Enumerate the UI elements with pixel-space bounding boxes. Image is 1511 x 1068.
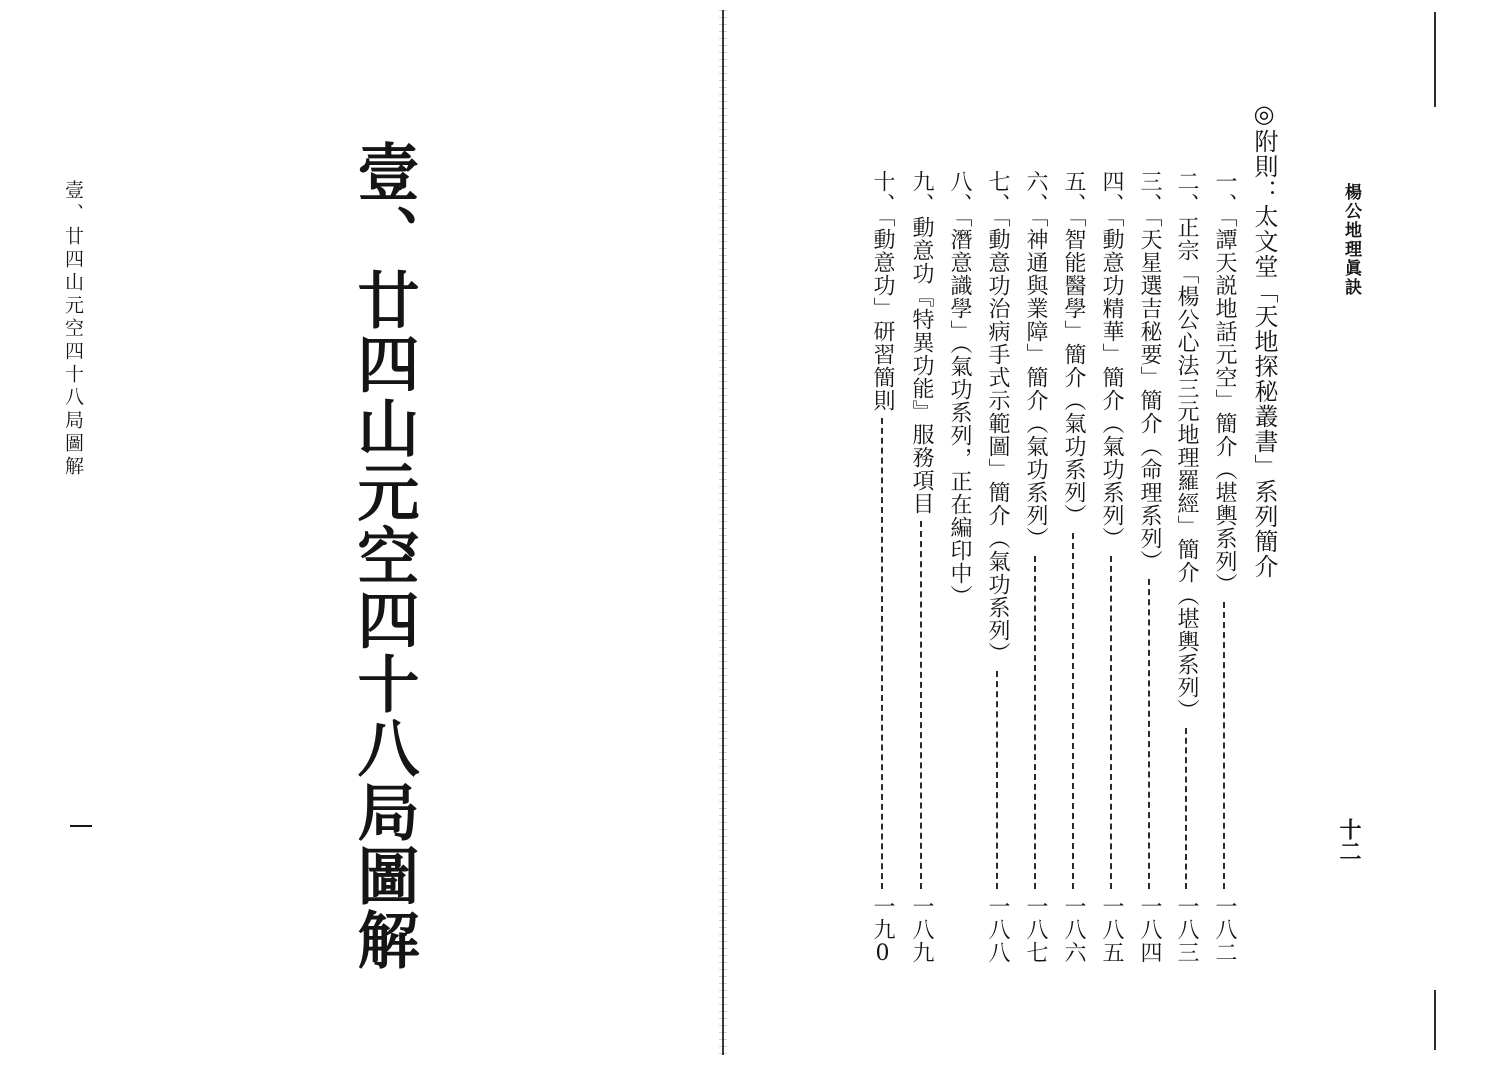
- toc-entry: [1170, 170, 1202, 1050]
- toc-entry-title: 五、「智能醫學」簡介（氣功系列）: [1061, 170, 1086, 527]
- toc-dot-leader: [996, 671, 998, 889]
- toc-entry-title: 六、「神通與業障」簡介（氣功系列）: [1023, 170, 1048, 550]
- toc-dot-leader: [1223, 602, 1225, 889]
- toc-dot-leader: [881, 418, 883, 889]
- page-edge-right-top: [1434, 12, 1436, 107]
- toc-entry-title: 四、「動意功精華」簡介（氣功系列）: [1099, 170, 1124, 550]
- toc-dot-leader: [1034, 556, 1036, 889]
- appendix-heading: ◎附則：太文堂「天地探秘叢書」系列簡介: [1250, 100, 1278, 579]
- chapter-title: 壹、廿四山元空四十八局圖解: [347, 140, 420, 972]
- toc-entry-title: 九、動意功『特異功能』服務項目: [909, 170, 934, 515]
- toc-entry-title: 八、「潛意識學」（氣功系列，正在編印中）: [947, 170, 972, 608]
- toc-entry: [943, 170, 975, 1050]
- page-gutter: [717, 10, 729, 1055]
- toc-entry: [1095, 170, 1127, 1050]
- running-book-title: 楊公地理眞訣: [1341, 183, 1361, 297]
- toc-page-number: 一八四: [1137, 895, 1162, 964]
- toc-dot-leader: [920, 521, 922, 889]
- toc-entry: [866, 170, 898, 1050]
- toc-dot-leader: [1185, 728, 1187, 889]
- toc-page-number: 一八二: [1212, 895, 1237, 964]
- toc-dot-leader: [1072, 533, 1074, 889]
- toc-entry-title: 三、「天星選吉秘要」簡介（命理系列）: [1137, 170, 1162, 573]
- toc-dot-leader: [1148, 579, 1150, 889]
- toc-entry: [1208, 170, 1240, 1050]
- toc-entry: [981, 170, 1013, 1050]
- toc-page-number: 一八九: [909, 895, 934, 964]
- left-running-title: 壹、廿四山元空四十八局圖解: [62, 180, 84, 479]
- page-edge-right-bottom: [1434, 990, 1436, 1050]
- page-number: 十二: [1336, 818, 1362, 862]
- toc-entry-title: 一、「譚天説地話元空」簡介（堪輿系列）: [1212, 170, 1237, 596]
- toc-page-number: 一八六: [1061, 895, 1086, 964]
- toc-page-number: 一八八: [985, 895, 1010, 964]
- toc-entry: [1019, 170, 1051, 1050]
- toc-entry: [905, 170, 937, 1050]
- toc-page-number: 一八五: [1099, 895, 1124, 964]
- toc-entry-title: 七、「動意功治病手式示範圖」簡介（氣功系列）: [985, 170, 1010, 665]
- toc-entry: [1057, 170, 1089, 1050]
- toc-page-number: 一八三: [1174, 895, 1199, 964]
- toc-entry: [1133, 170, 1165, 1050]
- toc-dot-leader: [1110, 556, 1112, 889]
- toc-page-number: 一八七: [1023, 895, 1048, 964]
- toc-entry-title: 十、「動意功」研習簡則: [870, 170, 895, 412]
- left-page-folio: [70, 825, 92, 827]
- toc-page-number: 一九0: [870, 895, 895, 967]
- toc-entry-title: 二、正宗「楊公心法三元地理羅經」簡介（堪輿系列）: [1174, 170, 1199, 722]
